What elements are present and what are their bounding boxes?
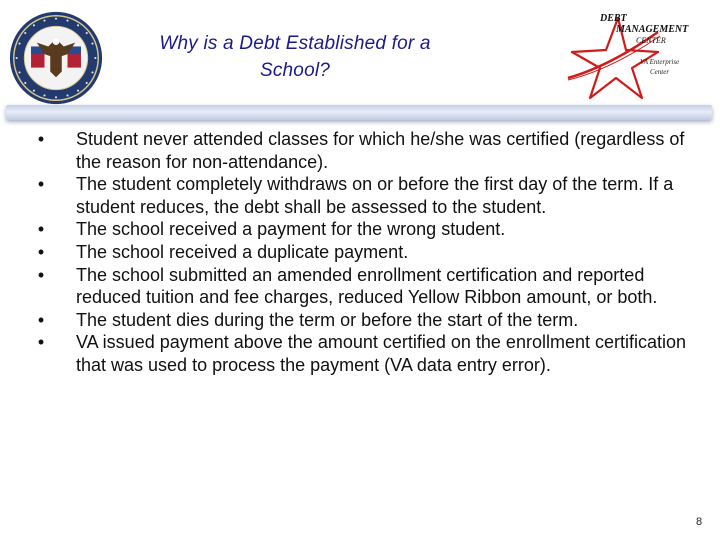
bullet-text: The school received a payment for the wrong student.	[76, 219, 506, 240]
bullet-dot: •	[37, 219, 45, 240]
bullet-dot: •	[37, 241, 45, 262]
slide-title-line1: Why is a Debt Established for a	[159, 33, 431, 54]
bullet-text: The student dies during the term or before the start of the term.	[76, 309, 579, 330]
debt-management-center-logo	[560, 8, 700, 100]
logo-text-line2: MANAGEMENT	[616, 24, 689, 35]
logo-text-line4: VA Enterprise	[640, 58, 680, 66]
logo-text-line1: DEBT	[600, 13, 627, 24]
slide-title	[140, 30, 450, 84]
bullet-text: The student completely withdraws on or before the first day of the term. If a student reduces, the debt shall be assessed to the student.	[76, 174, 674, 217]
slide-title-line2: School?	[259, 60, 331, 81]
bullet-item	[34, 309, 694, 332]
bullet-item	[34, 218, 694, 241]
bullet-text: The school received a duplicate payment.	[76, 241, 409, 262]
bullet-text: VA issued payment above the amount certified on the enrollment certification that was used to process the payment (VA data entry error).	[76, 332, 687, 375]
logo-text-line5: Center	[650, 68, 670, 76]
logo-text-line3: CENTER	[636, 36, 666, 45]
bullet-dot: •	[37, 332, 45, 353]
va-seal-logo	[8, 10, 104, 106]
bullet-item	[34, 128, 694, 173]
bullet-dot: •	[37, 264, 45, 285]
bullet-item	[34, 331, 694, 376]
page-number: 8	[696, 516, 703, 528]
bullet-item	[34, 241, 694, 264]
bullet-item	[34, 264, 694, 309]
bullet-list	[34, 128, 694, 377]
bullet-text: The school submitted an amended enrollment certification and reported reduced tuition and fee charges, reduced Yellow Ribbon amount, or both.	[76, 264, 658, 308]
title-divider-bar	[6, 105, 712, 120]
bullet-dot: •	[37, 309, 45, 330]
bullet-text: Student never attended classes for which he/she was certified (regardless of the reason for non-attendance).	[76, 129, 685, 172]
bullet-dot: •	[37, 174, 45, 195]
bullet-item	[34, 173, 694, 218]
bullet-dot: •	[37, 129, 45, 149]
